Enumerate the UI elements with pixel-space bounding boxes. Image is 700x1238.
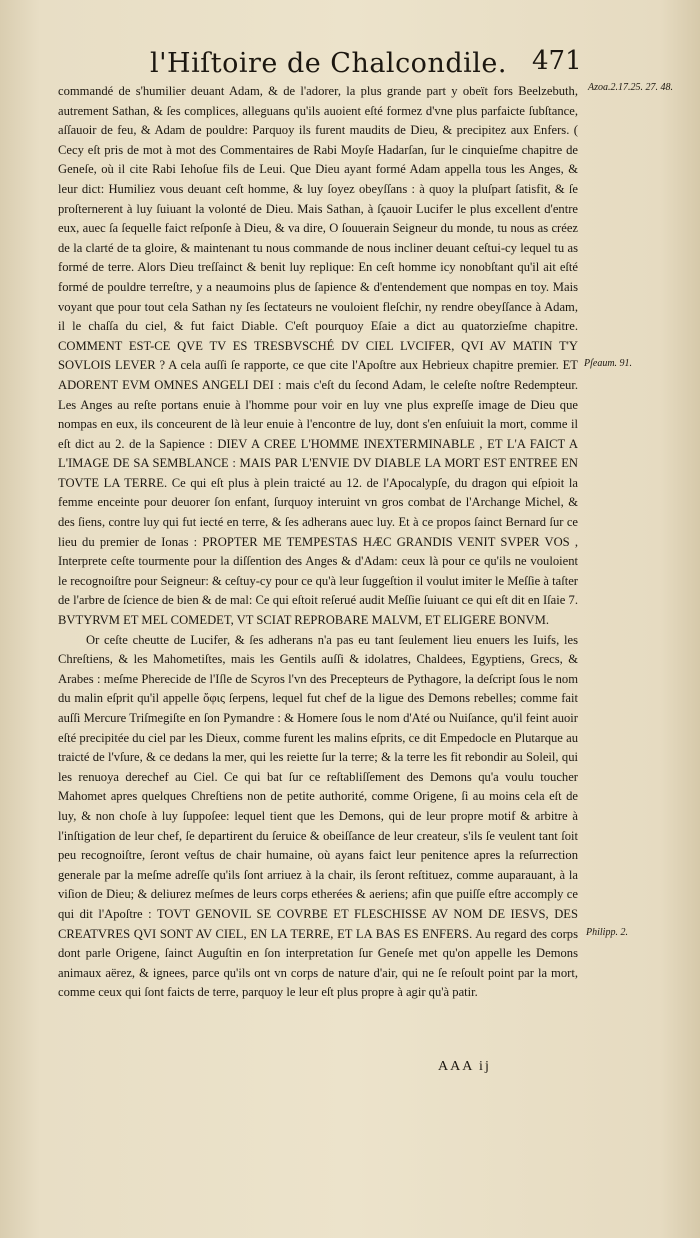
running-title: l'Hiſtoire de Chalcondile. — [150, 48, 507, 79]
margin-note-pseaume: Pſeaum. 91. — [584, 358, 633, 369]
paragraph-1: commandé de s'humilier deuant Adam, & de l'adorer, la plus grande part y obeït fors Beelzebuth, autrement Sathan, & ſes complices, alleguans qu'ils auoient eſté formez d'vne plus parfaicte ſubſtance, aſſauoir de feu, & Adam de pouldre: Parquoy ils furent maudits de Dieu, & precipitez aux Enfers. ( Cecy eſt pris de mot à mot des Commentaires de Rabi Moyſe Hadarſan, ſur le cinquieſme chapitre de Geneſe, où il cite Rabi Iehoſue fils de Leui. Que Dieu ayant formé Adam appella tous les Anges, & leur dict: Humiliez vous deuant ceſt homme, & luy ſoyez obeyſſans : à quoy la pluſpart ſatisfit, & ſe proſternerent à luy ſuiuant la volonté de Dieu. Mais Sathan, à ſçauoir Lucifer le plus excellent d'entre eux, auec ſa ſequelle faict reſponſe à Dieu, & va dire, O ſouuerain Seigneur du monde, tu nous as créez de la clarté de ta gloire, & maintenant tu nous commande de nous incliner deuant ceſtui-cy lequel tu as formé de terre. Alors Dieu treſſainct & benit luy replique: En ceſt homme icy nonobſtant qu'il ait eſté formé de pouldre terreſtre, y a neaumoins plus de ſapience & d'entendement que nompas en toy. Mais voyant que pour tout cela Sathan ny ſes ſectateurs ne vouloient fleſchir, ny rendre obeyſſance à Adam, il le chaſſa du ciel, & fut faict Diable. C'eſt pourquoy Eſaie a dict au quatorzieſme chapitre. COMMENT EST-CE QVE TV ES TRESBVSCHÉ DV CIEL LVCIFER, QVI AV MATIN T'Y SOVLOIS LEVER ? A cela auſſi ſe rapporte, ce que cite l'Apoſtre aux Hebrieux chapitre premier. ET ADORENT EVM OMNES ANGELI DEI : mais c'eſt du ſecond Adam, le celeſte noſtre Redempteur. Les Anges au reſte portans enuie à l'homme pour voir en luy vne plus expreſſe image de Dieu que nompas en eux, ils conceurent de là leur enuie à l'encontre de luy, dont s'en enſuiuit la mort, comme il eſt dict au 2. de la Sapience : DIEV A CREE L'HOMME INEXTERMINABLE , ET L'A FAICT A L'IMAGE DE SA SEMBLANCE : MAIS PAR L'ENVIE DV DIABLE LA MORT EST ENTREE EN TOVTE LA TERRE. Ce qui eſt plus à plein traicté au 12. de l'Apocalypſe, du dragon qui eſpioit la femme enceinte pour deuorer ſon enfant, ſurquoy interuint vn gros combat de l'Archange Michel, & des ſiens, contre luy qui fut iecté en terre, & ſes adherans auec luy. Et à ce propos ſainct Bernard ſur ce lieu du premier de Ionas : PROPTER ME TEMPESTAS HÆC GRANDIS VENIT SVPER VOS , Interprete ceſte tourmente pour la diſſention des Anges & d'Adam: ceux là pour ce qu'ils ne vouloient le recognoiſtre pour Seigneur: & ceſtuy-cy pour ce qu'à leur ſuggeſtion il voulut imiter le Meſſie à taſter de l'arbre de ſcience de bien & de mal: Ce qui eſtoit reſerué audit Meſſie ſuiuant ce qui eſt dit en Iſaie 7. BVTYRVM ET MEL COMEDET, VT SCIAT REPROBARE MALVM, ET ELIGERE BONVM. — [58, 84, 578, 628]
signature-mark: AAA ij — [438, 1059, 491, 1074]
margin-note-azoa: Azoa.2.17.25. 27. 48. — [588, 82, 673, 93]
paragraph-2: Or ceſte cheutte de Lucifer, & ſes adherans n'a pas eu tant ſeulement lieu enuers les Iuifs, les Chreſtiens, & les Mahometiſtes, mais les Gentils auſſi & idolatres, Chaldees, Egyptiens, Grecs, & Arabes : meſme Pherecide de l'Iſle de Scyros l'vn des Precepteurs de Pythagore, la deſcript ſous le nom du malin eſprit qu'il appelle ὄφις ſerpens, lequel fut chef de la ligue des Demons rebelles; comme fait auſſi Mercure Triſmegiſte en ſon Pymandre : & Homere ſous le nom d'Até ou Nuiſance, qu'il feint auoir eſté precipitée du ciel par les Dieux, comme furent les malins eſprits, ce dit Empedocle en Plutarque au traicté de l'vſure, & ce dedans la mer, qui les reiette ſur la terre; & la terre les fit rebondir au Soleil, qui les renuoya derechef au Ciel. Ce qui bat ſur ce reſtabliſſement des Demons qu'a voulu toucher Mahomet apres quelques Chreſtiens non de petite authorité, comme Origene, ſi au moins cela eſt de luy, & non choſe à luy ſuppoſee: lequel tient que les Demons, qui de leur propre motif & arbitre à l'inſtigation de leur chef, ſe departirent du ſeruice & obeiſſance de leur createur, s'ils ſe veulent tant ſoit peu recognoiſtre, ſeront veſtus de chair humaine, où ayans faict leur penitence apres la reſurrection generale par la meſme adreſſe qu'ils ſont arriuez à la chair, ils ſeront reſtituez, comme auparauant, à la viſion de Dieu; & deliurez meſmes de leurs corps etherées & aeriens; afin que puiſſe eſtre accomply ce qui dit l'Apoſtre : TOVT GENOVIL SE COVRBE ET FLESCHISSE AV NOM DE IESVS, DES CREATVRES QVI SONT AV CIEL, EN LA TERRE, ET LA BAS ES ENFERS. Au regard des corps dont parle Origene, ſainct Auguſtin en ſon interpretation ſur Geneſe met qu'on appelle les Demons animaux aërez, & ignees, parce qu'ils ont vn corps de nature d'air, qui ne ſe reſoult point par la mort, comme ceux qui ſont faicts de terre, parquoy le leur eſt plus propre à agir qu'à patir. — [58, 632, 578, 1000]
margin-note-philipp: Philipp. 2. — [586, 927, 628, 938]
body-text — [58, 82, 578, 1003]
page-number: 471 — [532, 46, 582, 76]
